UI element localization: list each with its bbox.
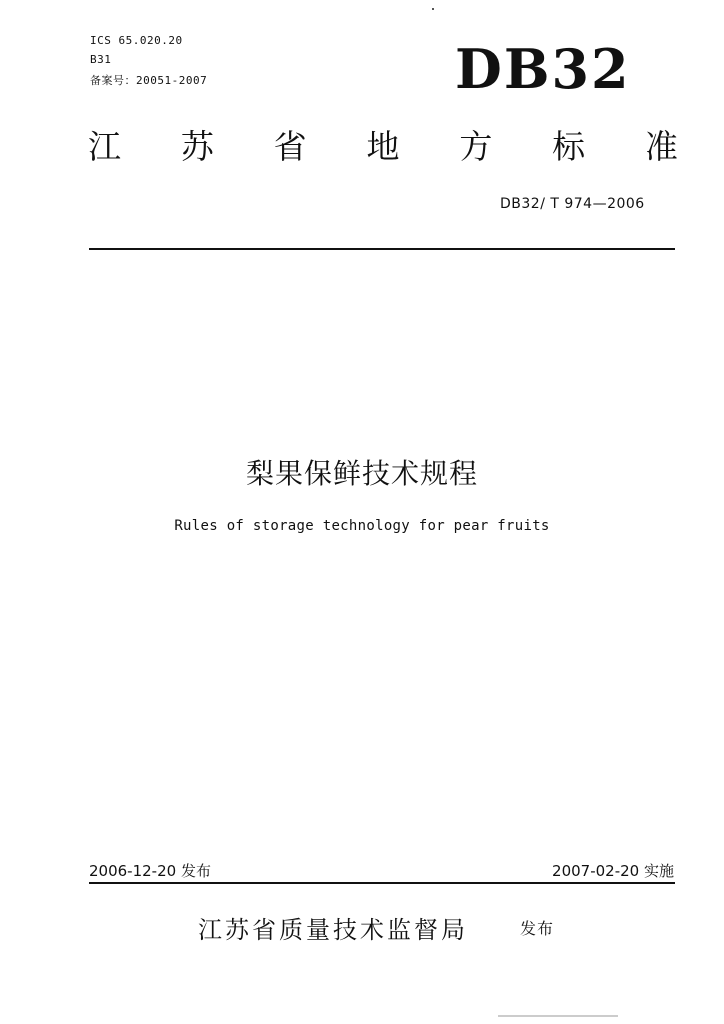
scan-speck (432, 8, 434, 10)
top-divider (89, 248, 675, 250)
standard-type-heading (88, 127, 678, 166)
standard-type-char: 方 (459, 127, 493, 166)
document-title-english: Rules of storage technology for pear fruits (174, 518, 550, 534)
standard-type-char: 苏 (180, 127, 214, 166)
issue-date: 2006-12-20 发布 (89, 862, 211, 880)
implementation-date: 2007-02-20 实施 (552, 862, 674, 880)
issuing-authority: 江苏省质量技术监督局 (198, 916, 468, 944)
standard-type-char: 省 (273, 127, 307, 166)
bottom-divider (89, 882, 675, 884)
record-number: 备案号：20051-2007 (90, 74, 208, 87)
issuer-suffix: 发布 (520, 919, 555, 938)
document-title-chinese: 梨果保鲜技术规程 (245, 457, 478, 490)
scan-artifact (498, 1015, 618, 1017)
classification-code: B31 (90, 53, 112, 66)
standard-type-char: 地 (366, 127, 400, 166)
db32-logo: DB32 (455, 37, 631, 101)
standard-type-char: 标 (552, 127, 586, 166)
standard-number: DB32/ T 974—2006 (500, 196, 645, 212)
standard-type-char: 江 (88, 127, 121, 166)
standard-type-char: 准 (644, 127, 678, 166)
ics-code: ICS 65.020.20 (90, 34, 183, 47)
